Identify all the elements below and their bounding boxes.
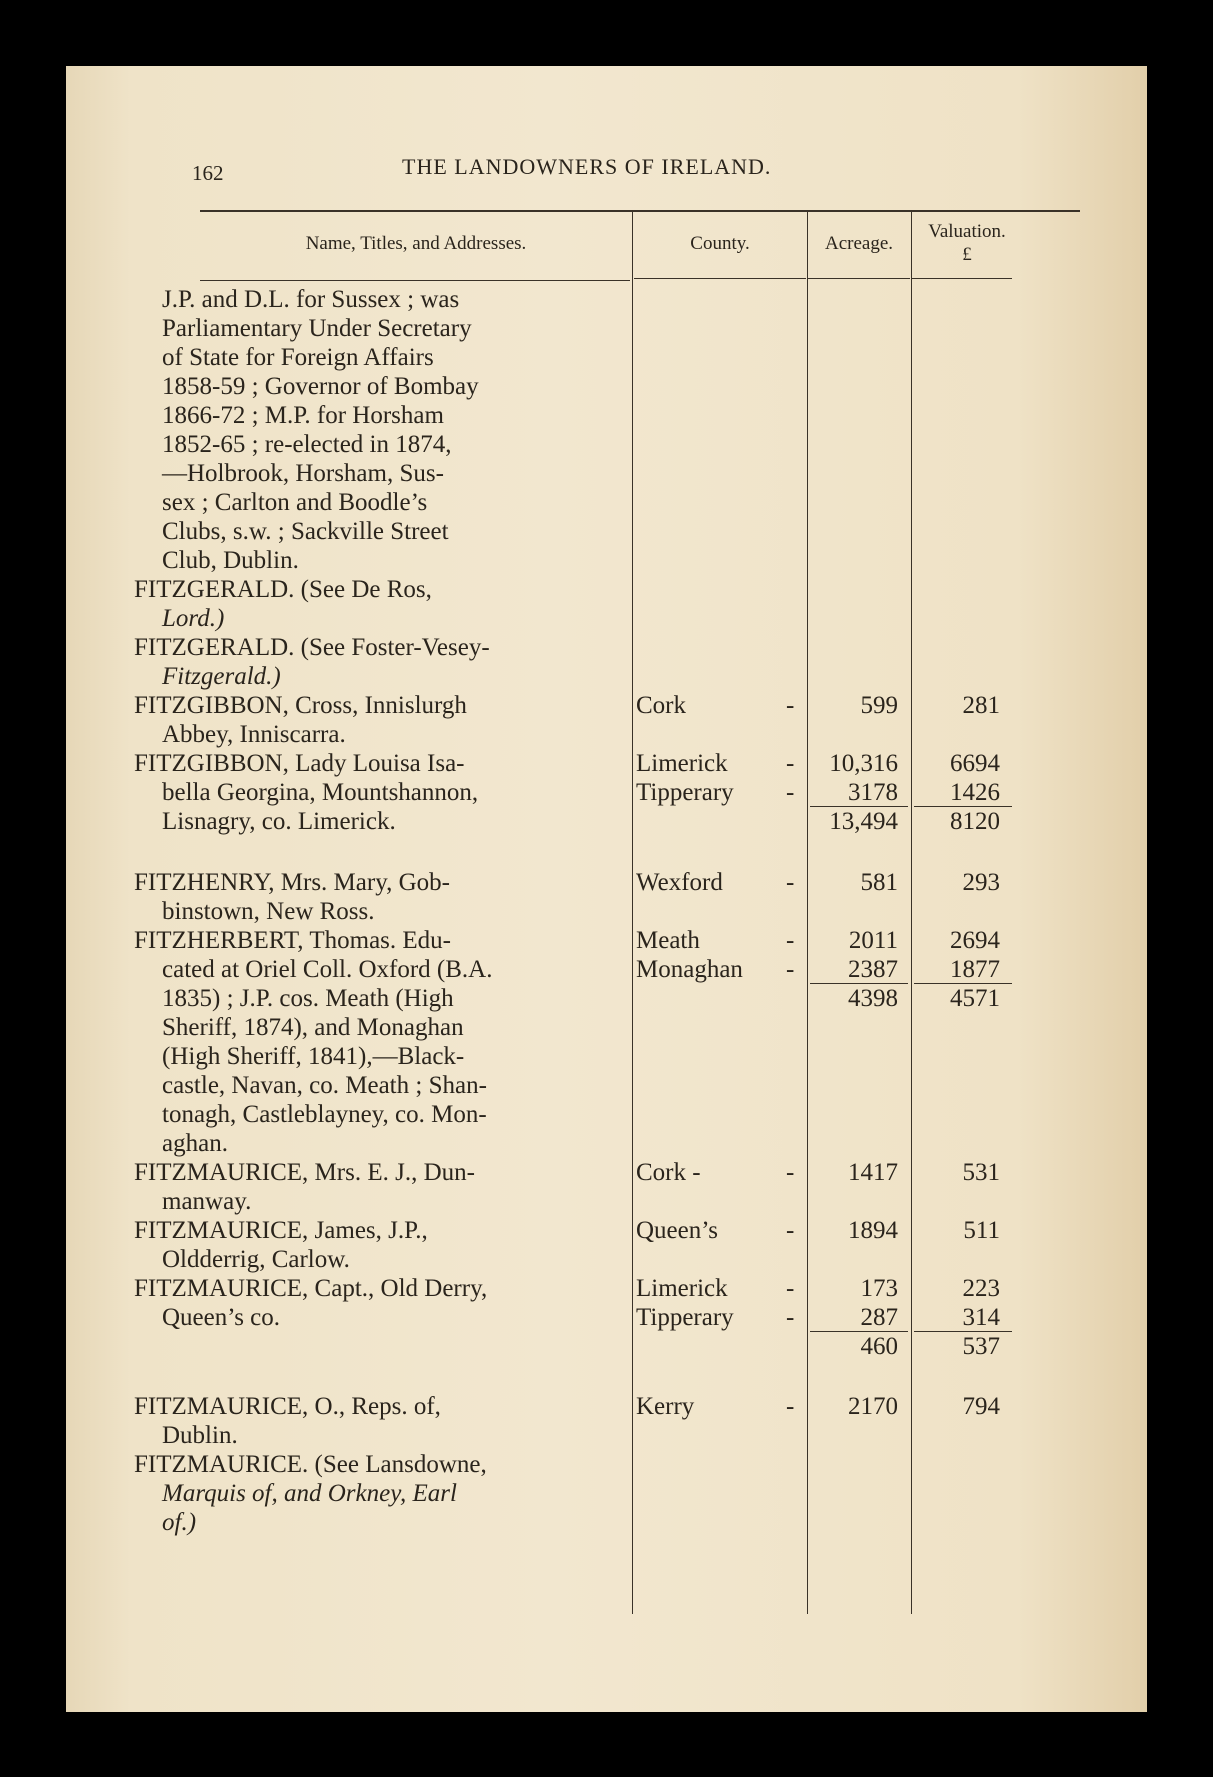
column-header-valuation-unit: £ [962,244,972,265]
entry-line: J.P. and D.L. for Sussex ; was [162,286,460,313]
book-page [66,66,1147,1712]
entry-line: Queen’s co. [162,1304,281,1331]
entry-line: cated at Oriel Coll. Oxford (B.A. [162,956,493,983]
leader-dash: - [786,1159,795,1186]
entry-line: castle, Navan, co. Meath ; Shan- [162,1072,487,1099]
column-header-county: County. [690,233,750,254]
entry-line: FITZMAURICE, Capt., Old Derry, [134,1275,488,1302]
leader-dash: - [786,692,795,719]
entry-line: Lord.) [162,605,225,632]
leader-dash: - [786,750,795,777]
county-cell: Monaghan [636,956,743,983]
valuation-cell: 6694 [950,750,1000,777]
entry-line: FITZMAURICE, O., Reps. of, [134,1393,441,1420]
entry-line: FITZHERBERT, Thomas. Edu- [134,927,451,954]
acreage-cell: 173 [860,1275,898,1302]
entry-line: 1866-72 ; M.P. for Horsham [162,402,444,429]
entry-line: Lisnagry, co. Limerick. [162,808,396,835]
county-cell: Wexford [636,869,723,896]
entry-line: of State for Foreign Affairs [162,344,434,371]
acreage-sum-rule [810,806,908,807]
header-bottom-rule-county [634,278,806,279]
valuation-sum-rule [914,806,1012,807]
leader-dash: - [786,1393,795,1420]
county-cell: Cork - [636,1159,701,1186]
valuation-cell: 511 [963,1217,1000,1244]
entry-line: tonagh, Castleblayney, co. Mon- [162,1101,487,1128]
acreage-total-cell: 4398 [848,985,898,1012]
leader-dash: - [786,1304,795,1331]
leader-dash: - [786,956,795,983]
entry-line: Clubs, s.w. ; Sackville Street [162,518,449,545]
valuation-sum-rule [914,983,1012,984]
column-header-name: Name, Titles, and Addresses. [305,233,527,254]
acreage-cell: 10,316 [829,750,898,777]
valuation-cell: 794 [962,1393,1000,1420]
valuation-total-cell: 537 [962,1333,1000,1360]
acreage-cell: 2170 [848,1393,898,1420]
entry-line: Club, Dublin. [162,547,299,574]
column-divider-name-county [632,210,633,1614]
entry-line: FITZMAURICE, Mrs. E. J., Dun- [134,1159,475,1186]
entry-line: Abbey, Inniscarra. [162,721,346,748]
valuation-cell: 531 [962,1159,1000,1186]
entry-line: FITZMAURICE. (See Lansdowne, [134,1451,487,1478]
acreage-cell: 1417 [848,1159,898,1186]
county-cell: Limerick [636,1275,728,1302]
county-cell: Kerry [636,1393,695,1420]
entry-line: Fitzgerald.) [162,663,281,690]
column-header-acreage: Acreage. [824,233,894,254]
acreage-cell: 287 [860,1304,898,1331]
valuation-cell: 314 [962,1304,1000,1331]
leader-dash: - [786,779,795,806]
header-bottom-rule-acreage [808,278,910,279]
page-number: 162 [192,161,224,185]
acreage-cell: 2387 [848,956,898,983]
entry-line: FITZHENRY, Mrs. Mary, Gob- [134,869,450,896]
running-head: THE LANDOWNERS OF IRELAND. [402,154,772,179]
acreage-cell: 581 [860,869,898,896]
entry-line: Dublin. [162,1422,238,1449]
county-cell: Queen’s [636,1217,718,1244]
acreage-sum-rule [810,983,908,984]
leader-dash: - [786,1275,795,1302]
entry-line: FITZGERALD. (See De Ros, [134,576,432,603]
header-top-rule [200,210,1080,212]
entry-line: 1852-65 ; re-elected in 1874, [162,431,452,458]
county-cell: Cork [636,692,686,719]
county-cell: Tipperary [636,1304,734,1331]
valuation-sum-rule [914,1331,1012,1332]
acreage-cell: 1894 [848,1217,898,1244]
county-cell: Tipperary [636,779,734,806]
acreage-cell: 2011 [848,927,898,954]
leader-dash: - [786,1217,795,1244]
column-header-valuation: Valuation. [928,221,1006,242]
entry-line: (High Sheriff, 1841),—Black- [162,1043,465,1070]
county-cell: Meath [636,927,700,954]
acreage-total-cell: 13,494 [829,808,898,835]
entry-line: of.) [162,1509,197,1536]
entry-line: Oldderrig, Carlow. [162,1246,350,1273]
valuation-total-cell: 8120 [950,808,1000,835]
entry-line: FITZGERALD. (See Foster-Vesey- [134,634,490,661]
valuation-cell: 1426 [950,779,1000,806]
entry-line: —Holbrook, Horsham, Sus- [162,460,444,487]
header-bottom-rule-name [200,280,630,281]
entry-line: Parliamentary Under Secretary [162,315,472,342]
valuation-total-cell: 4571 [950,985,1000,1012]
entry-line: Marquis of, and Orkney, Earl [162,1480,457,1507]
leader-dash: - [786,869,795,896]
acreage-total-cell: 460 [860,1333,898,1360]
entry-line: 1835) ; J.P. cos. Meath (High [162,985,454,1012]
entry-line: binstown, New Ross. [162,898,375,925]
valuation-cell: 281 [962,692,1000,719]
entry-line: 1858-59 ; Governor of Bombay [162,373,479,400]
entry-line: sex ; Carlton and Boodle’s [162,489,428,516]
entry-line: Sheriff, 1874), and Monaghan [162,1014,464,1041]
entry-line: bella Georgina, Mountshannon, [162,779,479,806]
valuation-cell: 2694 [950,927,1000,954]
valuation-cell: 293 [962,869,1000,896]
entry-line: FITZGIBBON, Lady Louisa Isa- [134,750,465,777]
entry-line: FITZMAURICE, James, J.P., [134,1217,428,1244]
acreage-cell: 599 [860,692,898,719]
acreage-cell: 3178 [848,779,898,806]
valuation-cell: 1877 [950,956,1000,983]
county-cell: Limerick [636,750,728,777]
entry-line: manway. [162,1188,252,1215]
header-bottom-rule-valuation [912,278,1012,279]
entry-line: FITZGIBBON, Cross, Innislurgh [134,692,467,719]
entry-line: aghan. [162,1130,228,1157]
leader-dash: - [786,927,795,954]
acreage-sum-rule [810,1331,908,1332]
valuation-cell: 223 [962,1275,1000,1302]
